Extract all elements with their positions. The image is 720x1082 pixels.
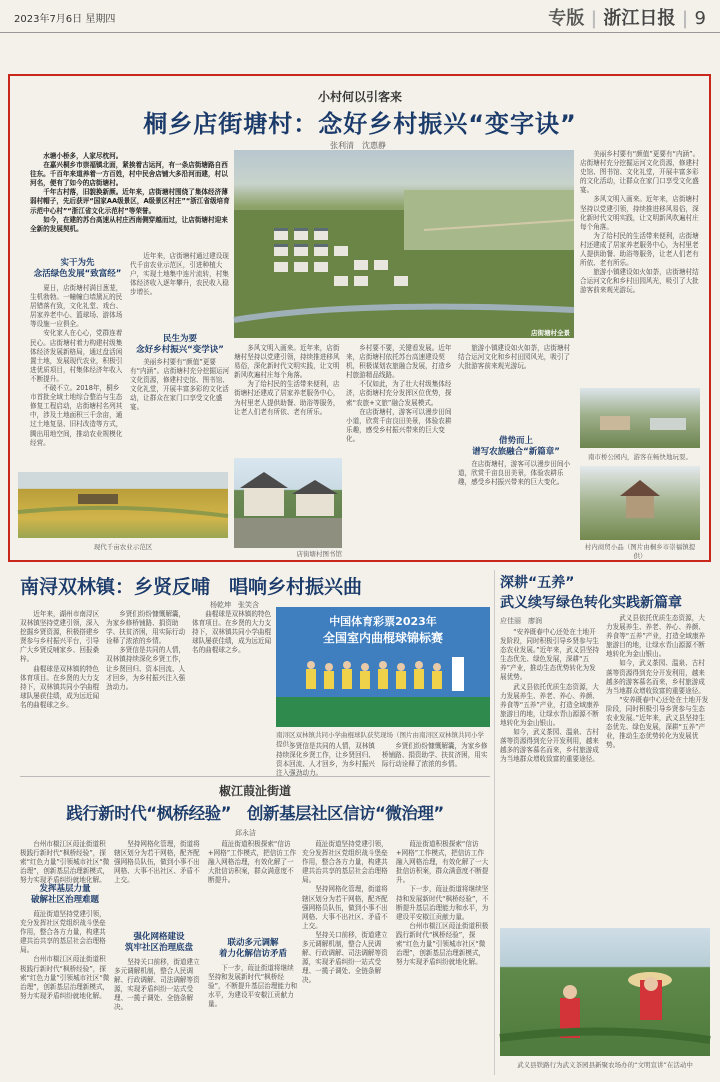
text-paragraph: 葭沚街道积极探索“信访+网格”工作模式，把信访工作融入网格治理，有效化解了一大批信访积案，群众满意度不断提升。 bbox=[396, 840, 489, 885]
feature-col5 bbox=[458, 344, 574, 434]
pavilion-photo-caption: 村内商贸小品（图片由桐乡市崇福镇提供） bbox=[584, 543, 696, 560]
lead-paragraph: 千年古村落，旧貌换新颜。近年来，店街塘村围绕了集体经济薄弱村帽子，先后获评“国家AA级景区，A级景区村庄”“浙江省级培育示范中心村”“浙江省文化示范村”等荣誉。 bbox=[30, 188, 230, 215]
text-paragraph: 旅游小镇建设如火如荼，店街塘村结合运河文化和乡村田园风光，吸引了大批游客前来观光游玩。 bbox=[458, 344, 571, 371]
text-paragraph: 坚持网格化管理，街道将辖区划分为若干网格，配齐配强网格员队伍，做到小事不出网格、大事不出社区、矛盾不上交。 bbox=[302, 885, 388, 930]
subhead-line: 筑牢社区治理底盘 bbox=[124, 943, 193, 953]
aerial-village-photo bbox=[234, 150, 574, 338]
hockey-team-photo bbox=[276, 607, 490, 727]
text-paragraph: “安养既春中心还处在土地开发阶段，同时积极引导乡贤参与生态农业发展。”近年来，武义县坚持生态优先、绿色发展，深耕“五养”产业，推动生态优势转化为发展优势。 bbox=[500, 628, 600, 682]
subhead-line: 借势而上 bbox=[498, 436, 533, 446]
feature-title: 桐乡店街塘村：念好乡村振兴“变字诀” bbox=[143, 110, 577, 138]
farm-photo-caption: 现代千亩农业示范区 bbox=[93, 543, 153, 551]
paper-name: 浙江日报 bbox=[603, 8, 676, 29]
subhead-line: 念活绿色发展“致富经” bbox=[33, 269, 122, 279]
park-illustration bbox=[580, 388, 700, 448]
text-paragraph: 夏日，店街塘村满目葱茏，生机勃勃。一幢幢白墙黛瓦的民居错落有致，文化礼堂、戏台、居家养老中心、篮球场、游体场等设施一应俱全。 bbox=[30, 284, 123, 329]
text-paragraph: 多贤信是共同的人情，双林镇持续深化乡贤工作，让乡贤回归、资本回流、人才回乡，为乡村振兴注入强劲动力。 bbox=[106, 646, 186, 691]
text-paragraph: 旅游小镇建设如火如荼，店街塘村结合运河文化和乡村田园风光，吸引了大批游客前来观光游玩。 bbox=[580, 268, 699, 295]
story4-col1 bbox=[20, 840, 110, 885]
subhead-line: 念好乡村振兴“变学诀” bbox=[136, 345, 224, 355]
story4-col3 bbox=[208, 840, 298, 936]
park-photo-caption: 南市桥公园内，游客在畅快地玩耍。 bbox=[588, 453, 692, 461]
feature-col4 bbox=[346, 344, 454, 554]
feature-lead bbox=[30, 152, 230, 244]
story4-subhead-1 bbox=[20, 884, 110, 906]
farm-field-photo bbox=[18, 472, 228, 538]
story4-subhead-2 bbox=[114, 932, 204, 954]
text-paragraph: 不破不立。2018年，桐乡市首批全域土地综合整治与生态修复工程启动，店街塘村名列其中，涉及土地面积三千余亩，通过土地复垦、旧村改造等方式，腾出用地空间，推动农业规模化经营。 bbox=[30, 384, 123, 447]
text-paragraph: 在店街塘村，游客可以漫步田间小道，欣赏千亩良田美景，体验农耕乐趣，感受乡村振兴带来的巨大变化。 bbox=[458, 460, 571, 487]
aerial-photo-caption: 店街塘村全景 bbox=[531, 329, 570, 337]
text-paragraph: 台州市椒江区葭沚街道积极践行新时代“枫桥经验”，探索“红色力量”引领城市社区“微治理”，创新基层治理新模式，努力实现矛盾纠纷就地化解。 bbox=[20, 955, 110, 1000]
story3-title-line1: 深耕“五养” bbox=[500, 575, 575, 591]
library-photo-caption: 店街塘村图书馆 bbox=[296, 550, 342, 558]
page-number: 9 bbox=[694, 8, 706, 29]
text-paragraph: 美丽乡村要有“颜值”更要有“内涵”。店街塘村充分挖掘运河文化资源，修建村史馆、图书馆、文化礼堂，开展丰富多彩的文化活动，让群众在家门口享受文化盛宴。 bbox=[580, 150, 700, 195]
text-paragraph: 近年来，湖州市南浔区双林镇坚持党建引领，深入挖掘乡贤资源，积极搭建乡贤参与乡村振兴平台，引导广大乡贤反哺家乡、回报桑梓。 bbox=[20, 610, 100, 664]
story4-byline: 邱永洁 bbox=[235, 829, 256, 837]
subhead-line: 破解社区治理难题 bbox=[30, 895, 99, 905]
text-paragraph: 葭沚街道坚持党建引领，充分发挥社区党组织战斗堡垒作用，整合各方力量，构建共建共治共享的基层社会治理格局。 bbox=[302, 840, 388, 885]
text-paragraph: 坚持网格化管理，街道将辖区划分为若干网格，配齐配强网格员队伍，做到小事不出网格、大事不出社区、矛盾不上交。 bbox=[114, 840, 200, 885]
feature-byline: 张利清 沈惠静 bbox=[330, 141, 386, 150]
aerial-village-illustration bbox=[234, 150, 574, 338]
text-paragraph: 如今，武义茶园、温泉、古村落等资源得到充分开发利用，越来越多的游客慕名而来，乡村旅游成为当地群众增收致富的重要途径。 bbox=[500, 728, 599, 764]
feature-right-text bbox=[580, 150, 700, 385]
story2-col5 bbox=[382, 742, 488, 772]
text-paragraph: 下一步，葭沚街道将继续坚持和发展新时代“枫桥经验”，不断提升基层治理能力和水平，为建设平安椒江贡献力量。 bbox=[396, 885, 489, 921]
text-paragraph: 多风文明入画来。近年来，店街塘村坚持以党建引领，持续推进移风易俗，深化新时代文明实践，让文明新风吹遍村庄每个角落。 bbox=[234, 344, 340, 380]
text-paragraph: 下一步，葭沚街道将继续坚持和发展新时代“枫桥经验”，不断提升基层治理能力和水平，为建设平安椒江贡献力量。 bbox=[208, 964, 298, 1009]
text-paragraph: 不仅如此，为了壮大村级集体经济，店街塘村充分发挥区位优势，探索“农旅+文旅”融合发展模式。 bbox=[346, 380, 452, 407]
story2-byline: 杨乾坤 张笑含 bbox=[210, 601, 259, 609]
team-illustration bbox=[276, 607, 490, 727]
farm-illustration bbox=[18, 472, 228, 538]
story3-col1 bbox=[500, 628, 602, 922]
story3-byline: 应佳丽 廖润 bbox=[500, 617, 542, 625]
lead-paragraph: 在嘉兴桐乡市崇福镇北面，紧挨着古运河，有一条店街塘路自西往东。千百年来道养着一方百姓，村中民舍店铺大多沿河而建，村以河名，便有了如今的店街塘村。 bbox=[30, 161, 228, 188]
text-paragraph: 多贤信是共同的人情，双林镇持续深化乡贤工作，让乡贤回归、资本回流、人才回乡，为乡村振兴注入强劲动力。 bbox=[276, 742, 375, 778]
text-paragraph: 台州市椒江区葭沚街道积极践行新时代“枫桥经验”，探索“红色力量”引领城市社区“微治理”，创新基层治理新模式，努力实现矛盾纠纷就地化解。 bbox=[396, 921, 489, 967]
story2-title: 南浔双林镇：乡贤反哺 唱响乡村振兴曲 bbox=[20, 576, 363, 598]
text-paragraph: 多风文明入画来。近年来，店街塘村坚持以党建引领，持续推进移风易俗，深化新时代文明实践，让文明新风吹遍村庄每个角落。 bbox=[580, 195, 699, 231]
text-paragraph: 武义县依托优质生态资源，大力发展养生、养老、养心、养颜、养食等“五养”产业，打造全域康养旅游目的地，让绿水青山源源不断地转化为金山银山。 bbox=[606, 614, 706, 659]
feature-col2b bbox=[130, 358, 230, 462]
park-photo bbox=[580, 388, 700, 448]
text-paragraph: 葭沚街道积极探索“信访+网格”工作模式，把信访工作融入网格治理，有效化解了一大批信访积案，群众满意度不断提升。 bbox=[208, 840, 297, 885]
issue-date: 2023年7月6日 星期四 bbox=[14, 14, 116, 25]
subhead-line: 实干为先 bbox=[60, 258, 95, 268]
tea-garden-caption: 武义县铁路行为武义茶园县新聚农场办的“文明宣讲”在活动中 bbox=[517, 1061, 693, 1069]
story4-title: 践行新时代“枫桥经验” 创新基层社区信访“微治理” bbox=[66, 804, 444, 823]
text-paragraph: 乡贤们纷纷慷慨解囊，为家乡修桥铺路、捐资助学、扶贫济困，用实际行动诠释了浓浓的乡情。 bbox=[382, 742, 488, 769]
hockey-photo-caption: 南浔区双林镇共同小学曲棍球队获奖现场（图片由南浔区双林镇共同小学提供） bbox=[276, 731, 484, 748]
story3-title-line2: 武义续写绿色转化实践新篇章 bbox=[500, 595, 682, 611]
story2-col1 bbox=[20, 610, 102, 770]
story4-col1b bbox=[20, 910, 110, 1075]
story2-col4 bbox=[276, 742, 376, 778]
masthead-rule bbox=[0, 32, 720, 33]
subhead-line: 谱写农旅融合“新篇章” bbox=[472, 447, 560, 457]
text-paragraph: 如今，武义茶园、温泉、古村落等资源得到充分开发利用，越来越多的游客慕名而来，乡村旅游成为当地群众增收致富的重要途径。 bbox=[606, 659, 705, 695]
column-divider bbox=[494, 570, 495, 1075]
text-paragraph: 乡村要不要，关键看发展。近年来，店街塘村依托苏台高速建设契机，积极谋划农旅融合发展，打造乡村旅游精品线路。 bbox=[346, 344, 452, 380]
text-paragraph: 台州市椒江区葭沚街道积极践行新时代“枫桥经验”，探索“红色力量”引领城市社区“微治理”，创新基层治理新模式，努力实现矛盾纠纷就地化解。 bbox=[20, 840, 110, 885]
pavilion-illustration bbox=[580, 466, 700, 540]
text-paragraph: 坚持关口前移，街道建立多元调解机制，整合人民调解、行政调解、司法调解等资源，实现矛盾纠纷一站式受理、一揽子调处、全链条解决。 bbox=[114, 958, 200, 1012]
story4-subhead-3 bbox=[208, 938, 298, 960]
feature-col3 bbox=[234, 344, 342, 444]
library-photo bbox=[234, 458, 342, 548]
text-paragraph: 近年来，店街塘村通过建设现代千亩农业示范区，引进种植大户，实现土地集中连片流转，村集体经济收入逐年攀升，农民收入稳步增长。 bbox=[130, 252, 229, 297]
text-paragraph: 为了给村民的生活带来便利，店街塘村还建成了居家养老服务中心，为村里老人提供助餐、助浴等服务，让老人们老有所依、老有所乐。 bbox=[234, 380, 340, 416]
text-paragraph: 葭沚街道坚持党建引领，充分发挥社区党组织战斗堡垒作用，整合各方力量，构建共建共治共享的基层社会治理格局。 bbox=[20, 910, 106, 955]
tea-garden-illustration bbox=[500, 928, 710, 1056]
subhead-line: 民生为要 bbox=[162, 334, 197, 344]
feature-col2 bbox=[130, 252, 230, 332]
feature-kicker: 小村何以引客来 bbox=[317, 90, 402, 104]
story4-col4 bbox=[302, 840, 392, 1075]
story2-col3 bbox=[192, 610, 272, 770]
text-paragraph: 安化家人在心心，党群连着民心。店街塘村着力构建村级集体经济发展新格局，通过盘活闲置土地，发展现代农业，积极引进优质项目，村集体经济年收入不断提升。 bbox=[30, 329, 123, 383]
text-paragraph: 坚持关口前移，街道建立多元调解机制，整合人民调解、行政调解、司法调解等资源，实现矛盾纠纷一站式受理、一揽子调处、全链条解决。 bbox=[302, 930, 388, 985]
feature-col1 bbox=[30, 284, 125, 462]
subhead-line: 强化网格建设 bbox=[133, 932, 185, 942]
subhead-2 bbox=[130, 334, 230, 356]
text-paragraph: 乡贤们纷纷慷慨解囊，为家乡修桥铺路、捐资助学、扶贫济困，用实际行动诠释了浓浓的乡情。 bbox=[106, 610, 186, 646]
masthead: 专版 | 浙江日报 | 9 bbox=[548, 8, 706, 29]
subhead-1 bbox=[30, 258, 125, 280]
library-illustration bbox=[234, 458, 342, 548]
story2-col2 bbox=[106, 610, 188, 770]
tea-garden-photo bbox=[500, 928, 710, 1056]
feature-col5b bbox=[458, 460, 574, 556]
story4-col5 bbox=[396, 840, 490, 1075]
subhead-3 bbox=[458, 436, 574, 458]
lead-paragraph: 水塘小桥多，人家尽枕河。 bbox=[43, 152, 123, 160]
lead-paragraph: 如今，在建的苏台高速从村庄西南侧穿越而过，让店街塘村迎来全新的发展契机。 bbox=[30, 215, 228, 233]
text-paragraph: 武义县依托优质生态资源，大力发展养生、养老、养心、养颜、养食等“五养”产业，打造全域康养旅游目的地，让绿水青山源源不断地转化为金山银山。 bbox=[500, 682, 600, 727]
story3-col2 bbox=[606, 614, 710, 922]
text-paragraph: 在店街塘村，游客可以漫步田间小道，欣赏千亩良田美景，体验农耕乐趣，感受乡村振兴带来的巨大变化。 bbox=[346, 407, 452, 443]
story4-col3b bbox=[208, 964, 298, 1075]
text-paragraph: 为了给村民的生活带来便利，店街塘村还建成了居家养老服务中心，为村里老人提供助餐、助浴等服务，让老人们老有所依、老有所乐。 bbox=[580, 231, 699, 268]
text-paragraph: 曲棍球是双林镇的特色体育项目。在乡贤的大力支持下，双林镇共同小学曲棍球队屡获佳绩，成为远近闻名的曲棍球之乡。 bbox=[20, 664, 100, 709]
banner-line: 全国室内曲棍球锦标赛 bbox=[322, 631, 443, 645]
story4-kicker: 椒江葭沚街道 bbox=[218, 784, 291, 798]
text-paragraph: 美丽乡村要有“颜值”更要有“内涵”。店街塘村充分挖掘运河文化资源，修建村史馆、图书馆、文化礼堂，开展丰富多彩的文化活动，让群众在家门口享受文化盛宴。 bbox=[130, 358, 230, 412]
story4-col2 bbox=[114, 840, 204, 930]
section-rule bbox=[20, 776, 490, 777]
subhead-line: 联动多元调解 bbox=[227, 938, 279, 948]
story4-col2b bbox=[114, 958, 204, 1075]
text-paragraph: 曲棍球是双林镇的特色体育项目。在乡贤的大力支持下，双林镇共同小学曲棍球队屡获佳绩，成为远近闻名的曲棍球之乡。 bbox=[192, 610, 272, 655]
subhead-line: 着力化解信访矛盾 bbox=[218, 949, 287, 959]
text-paragraph: “安养既春中心还处在土地开发阶段，同时积极引导乡贤参与生态农业发展。”近年来，武义县坚持生态优先、绿色发展，深耕“五养”产业，推动生态优势转化为发展优势。 bbox=[606, 695, 709, 750]
subhead-line: 发挥基层力量 bbox=[39, 884, 91, 894]
banner-line: 中国体育彩票2023年 bbox=[329, 615, 437, 628]
pavilion-photo bbox=[580, 466, 700, 540]
section-label: 专版 bbox=[548, 8, 585, 29]
